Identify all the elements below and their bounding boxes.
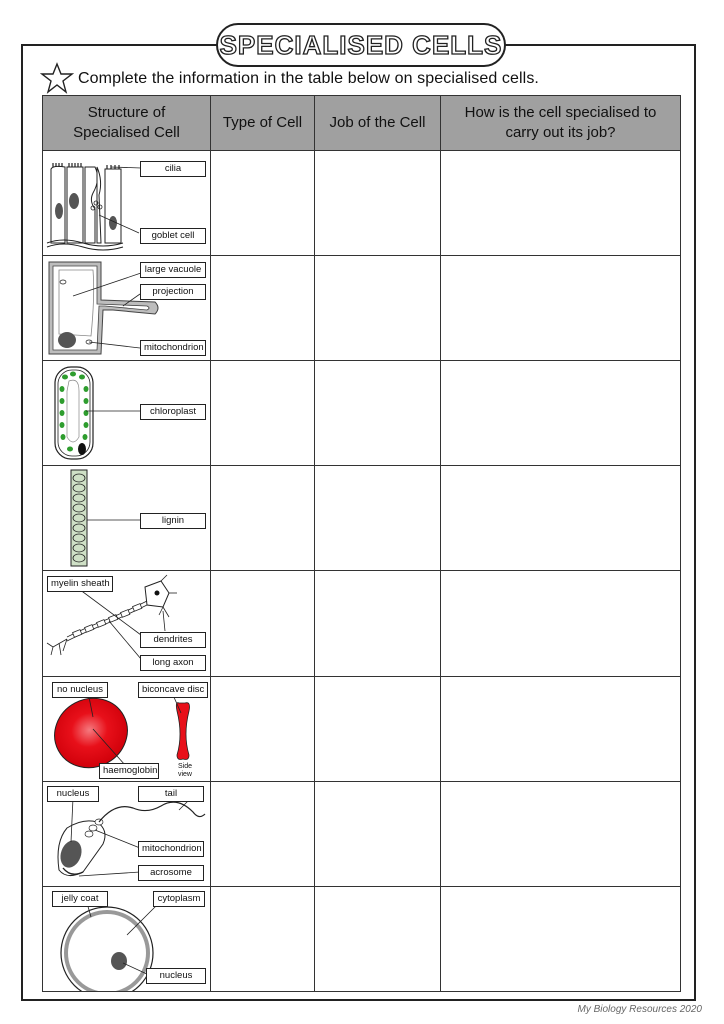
answer-cell[interactable] [211, 256, 315, 361]
header-type: Type of Cell [211, 96, 315, 151]
label-cytoplasm: cytoplasm [153, 891, 205, 907]
footer-credit: My Biology Resources 2020 [577, 1004, 702, 1015]
answer-cell[interactable] [441, 571, 681, 676]
answer-cell[interactable] [315, 151, 441, 256]
answer-cell[interactable] [211, 886, 315, 991]
table-row [43, 676, 681, 781]
label-chloroplast: chloroplast [140, 404, 206, 420]
sperm-cell-diagram [43, 782, 210, 886]
answer-cell[interactable] [315, 571, 441, 676]
page-title: SPECIALISED CELLS [219, 30, 503, 60]
answer-cell[interactable] [315, 361, 441, 466]
answer-cell[interactable] [441, 466, 681, 571]
answer-cell[interactable] [441, 781, 681, 886]
answer-cell[interactable] [315, 466, 441, 571]
table-row [43, 151, 681, 256]
answer-cell[interactable] [315, 781, 441, 886]
label-nucleus-egg: nucleus [146, 968, 206, 984]
label-myelin-sheath: myelin sheath [47, 576, 113, 592]
table-row [43, 886, 681, 991]
answer-cell[interactable] [211, 781, 315, 886]
label-mitochondrion-sperm: mitochondrion [138, 841, 204, 857]
red-blood-cell-diagram [43, 677, 210, 781]
side-view-note: Side view [177, 762, 192, 778]
table-header-row [43, 96, 681, 151]
title-banner [216, 23, 506, 67]
nerve-cell-diagram [43, 571, 210, 675]
table-row [43, 466, 681, 571]
table-row [43, 571, 681, 676]
label-mitochondrion: mitochondrion [140, 340, 206, 356]
answer-cell[interactable] [211, 361, 315, 466]
answer-cell[interactable] [211, 676, 315, 781]
header-specialisation: How is the cell specialised to carry out its job? [441, 96, 681, 151]
answer-cell[interactable] [315, 886, 441, 991]
label-goblet-cell: goblet cell [140, 228, 206, 244]
answer-cell[interactable] [211, 151, 315, 256]
label-acrosome: acrosome [138, 865, 204, 881]
table-row [43, 361, 681, 466]
answer-cell[interactable] [315, 676, 441, 781]
instruction-text: Complete the information in the table below on specialised cells. [78, 70, 539, 87]
label-biconcave-disc: biconcave disc [138, 682, 208, 698]
answer-cell[interactable] [211, 571, 315, 676]
label-haemoglobin: haemoglobin [99, 763, 159, 779]
table-row [43, 256, 681, 361]
answer-cell[interactable] [441, 886, 681, 991]
label-large-vacuole: large vacuole [140, 262, 206, 278]
label-tail: tail [138, 786, 204, 802]
answer-cell[interactable] [441, 151, 681, 256]
label-projection: projection [140, 284, 206, 300]
answer-cell[interactable] [441, 361, 681, 466]
star-icon [40, 62, 74, 94]
header-job: Job of the Cell [315, 96, 441, 151]
label-nucleus: nucleus [47, 786, 99, 802]
egg-cell-diagram [43, 887, 210, 991]
table-row [43, 781, 681, 886]
label-no-nucleus: no nucleus [52, 682, 108, 698]
palisade-cell-diagram [43, 361, 210, 465]
answer-cell[interactable] [441, 676, 681, 781]
specialised-cells-table [42, 95, 681, 992]
label-dendrites: dendrites [140, 632, 206, 648]
answer-cell[interactable] [211, 466, 315, 571]
label-cilia: cilia [140, 161, 206, 177]
header-structure: Structure of Specialised Cell [43, 96, 211, 151]
ciliated-cell-diagram [43, 151, 210, 255]
label-jelly-coat: jelly coat [52, 891, 108, 907]
label-long-axon: long axon [140, 655, 206, 671]
answer-cell[interactable] [441, 256, 681, 361]
xylem-cell-diagram [43, 466, 210, 570]
root-hair-cell-diagram [43, 256, 210, 360]
answer-cell[interactable] [315, 256, 441, 361]
label-lignin: lignin [140, 513, 206, 529]
